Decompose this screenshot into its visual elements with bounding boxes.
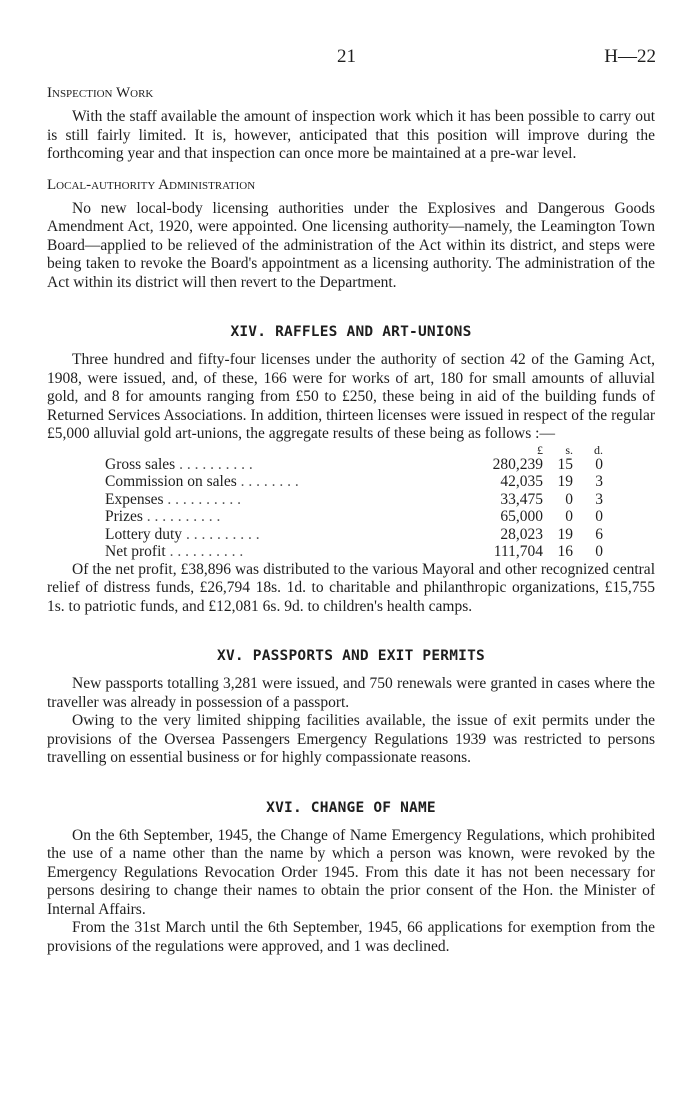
results-pence: 3 [595, 473, 603, 490]
results-pounds: 65,000 [500, 508, 543, 525]
change-of-name-section-heading: XVI. CHANGE OF NAME [266, 799, 436, 816]
results-row-commission [105, 473, 603, 491]
local-authority-paragraph: No new local-body licensing authorities under the Explosives and Dangerous Goods Amendment Act, 1920, were appointed. One licensing authority—namely, the Leamington Town Board—applied to be relieved of the administration of the Act within its district, and steps were being taken to revoke the Board's appointment as a licensing authority. The administration of the Act within its district will then revert to the Department. [47, 199, 655, 291]
results-label: Lottery duty [105, 525, 183, 543]
results-label: Prizes [105, 508, 143, 525]
results-row-net-profit [105, 543, 603, 561]
unit-shillings: s. [565, 442, 573, 457]
results-pounds: 280,239 [492, 455, 543, 473]
results-label: Net profit [105, 543, 166, 560]
results-pence: 3 [595, 490, 603, 508]
raffles-paragraph-2: Of the net profit, £38,896 was distributed to the various Mayoral and other recognized central relief of distress funds, £26,794 18s. 1d. to charitable and philanthropic organizations, £15,755 1s. to patriotic funds, and £12,081 6s. 9d. to children's health camps. [47, 560, 655, 615]
art-union-results-table [105, 444, 603, 561]
leader-dots: . . . . . . . . . . [167, 490, 242, 508]
passports-paragraph-1: New passports totalling 3,281 were issued, and 750 renewals were granted in cases where the traveller was already in possession of a passport. [47, 675, 655, 711]
document-reference: H—22 [604, 46, 656, 67]
passports-paragraph-2: Owing to the very limited shipping facilities available, the issue of exit permits under the provisions of the Oversea Passengers Emergency Regulations 1939 was restricted to persons travelling on essential business or for highly compassionate reasons. [47, 712, 655, 766]
leader-dots: . . . . . . . . . . [169, 543, 244, 560]
unit-pence: d. [594, 442, 603, 457]
raffles-section-heading: XIV. RAFFLES AND ART-UNIONS [230, 324, 472, 340]
unit-pounds: £ [537, 442, 543, 457]
results-pence: 0 [595, 455, 603, 473]
results-pounds: 28,023 [500, 525, 543, 543]
results-label: Expenses [105, 490, 164, 508]
leader-dots: . . . . . . . . . . [179, 455, 253, 473]
page-header [0, 46, 700, 70]
results-shillings: 19 [557, 525, 573, 543]
results-pounds: 111,704 [493, 543, 543, 560]
inspection-work-heading: Inspection Work [47, 85, 154, 101]
results-label: Gross sales [105, 455, 176, 473]
results-units-row [105, 444, 603, 456]
raffles-paragraph-1: Three hundred and fifty-four licenses under the authority of section 42 of the Gaming Act, 1908, were issued, and, of these, 166 were for works of art, 180 for small amounts of alluvial gold, and 8 for amounts ranging from £50 to £250, these being in aid of the building funds of Returned Services Associations. In addition, thirteen licenses were issued in respect of the regular £5,000 alluvial gold art-unions, the aggregate results of these being as follows :— [47, 351, 655, 442]
leader-dots: . . . . . . . . . . [146, 508, 221, 525]
results-pence: 6 [595, 525, 603, 543]
local-authority-heading: Local-authority Administration [47, 176, 256, 193]
results-row-gross-sales [105, 456, 603, 474]
results-shillings: 16 [557, 543, 573, 560]
results-shillings: 15 [557, 455, 573, 473]
page-number: 21 [337, 46, 356, 67]
results-row-prizes [105, 508, 603, 526]
leader-dots: . . . . . . . . [240, 473, 299, 490]
results-pounds: 33,475 [500, 490, 543, 508]
page-body [47, 84, 655, 956]
results-pounds: 42,035 [500, 473, 543, 490]
results-shillings: 0 [565, 508, 573, 525]
inspection-work-paragraph: With the staff available the amount of inspection work which it has been possible to carry out is still fairly limited. It is, however, anticipated that this position will improve during the forthcoming year and that inspection can once more be maintained at a pre-war level. [47, 108, 655, 162]
results-pence: 0 [595, 543, 603, 560]
results-shillings: 0 [565, 490, 573, 508]
results-pence: 0 [595, 508, 603, 525]
passports-section-heading: XV. PASSPORTS AND EXIT PERMITS [217, 648, 485, 664]
results-row-expenses [105, 491, 603, 509]
leader-dots: . . . . . . . . . . [185, 525, 260, 543]
results-shillings: 19 [557, 473, 573, 490]
results-label: Commission on sales [105, 473, 237, 490]
change-of-name-paragraph-2: From the 31st March until the 6th September, 1945, 66 applications for exemption from the provisions of the regulations were approved, and 1 was declined. [47, 919, 655, 955]
change-of-name-paragraph-1: On the 6th September, 1945, the Change of Name Emergency Regulations, which prohibited the use of a name other than the name by which a person was known, were revoked by the Emergency Regulations Revocation Order 1945. From this date it has not been necessary for persons desiring to change their names to obtain the prior consent of the Hon. the Minister of Internal Affairs. [47, 826, 655, 918]
results-row-lottery-duty [105, 526, 603, 544]
